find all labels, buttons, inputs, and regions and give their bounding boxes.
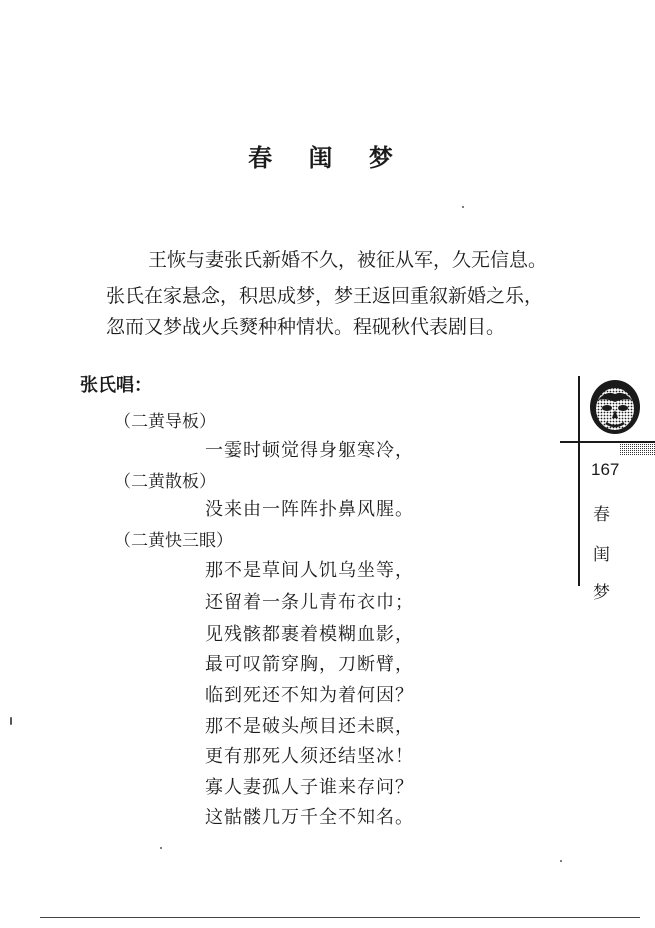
scan-speck (10, 717, 12, 725)
opera-mask-icon (588, 378, 642, 436)
page-title: 春 闺 梦 (248, 143, 407, 172)
verse-line: 那不是草间人饥乌坐等， (205, 560, 414, 581)
scan-speck (462, 206, 464, 208)
sidebar-shading (620, 444, 655, 456)
speaker-label: 张氏唱： (80, 375, 152, 396)
page-number: 167 (591, 460, 620, 479)
sidebar-title-char: 春 (593, 505, 610, 525)
aria-mode-label: （二黄导板） (114, 412, 216, 432)
verse-line: 没来由一阵阵扑鼻风腥。 (205, 499, 414, 520)
bottom-rule (40, 917, 640, 918)
aria-mode-label: （二黄散板） (114, 472, 216, 492)
verse-line: 一霎时顿觉得身躯寒冷， (205, 440, 414, 461)
sidebar-title-char: 梦 (593, 583, 610, 603)
sidebar-divider-horizontal (560, 441, 655, 443)
verse-line: 临到死还不知为着何因？ (205, 685, 414, 706)
intro-line: 王恢与妻张氏新婚不久，被征从军，久无信息。 (148, 249, 548, 271)
intro-line: 忽而又梦战火兵燹种种情状。程砚秋代表剧目。 (106, 316, 506, 338)
intro-line: 张氏在家悬念，积思成梦，梦王返回重叙新婚之乐， (106, 285, 544, 307)
scan-speck (160, 847, 162, 849)
verse-line: 见残骸都裹着模糊血影， (205, 624, 414, 645)
scan-speck (560, 860, 562, 862)
sidebar-title-char: 闺 (593, 545, 610, 565)
verse-line: 那不是破头颅目还未瞑， (205, 716, 414, 737)
verse-line: 最可叹箭穿胸，刀断臂， (205, 654, 414, 675)
verse-line: 更有那死人须还结坚冰！ (205, 746, 414, 767)
sidebar-divider-vertical (578, 376, 580, 586)
verse-line: 还留着一条儿青布衣巾； (205, 592, 414, 613)
verse-line: 这骷髅几万千全不知名。 (205, 807, 414, 828)
aria-mode-label: （二黄快三眼） (114, 531, 233, 551)
verse-line: 寡人妻孤人子谁来存问？ (205, 777, 414, 798)
